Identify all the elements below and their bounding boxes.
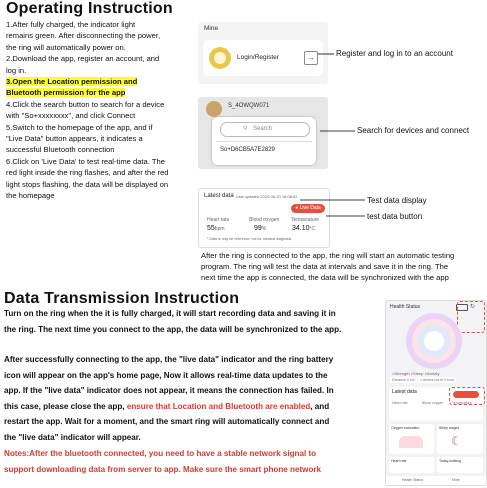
last-updated: Last updated 2023-06-20 16:08:02 [236, 194, 298, 199]
step-line: "Live Data" button appears, it indicates a [6, 134, 143, 144]
step-line: light stops flashing, the data will be displayed on [6, 179, 169, 189]
device-list-item[interactable]: So+D6CB5A7E2829 [220, 147, 275, 153]
step-line: with "So+xxxxxxxx", and click Connect [6, 111, 136, 121]
step-line: the ring will automatically power on. [6, 42, 126, 52]
highlighted-step-line: Bluetooth permission for the app [6, 88, 126, 98]
callout-test-button: test data button [367, 212, 423, 221]
step-line: remains green. After disconnecting the power, [6, 31, 161, 41]
sleep-stages-card[interactable]: Sleep stages ☾ [437, 424, 483, 454]
enable-location-bluetooth-warning: ensure that Location and Bluetooth are enabled [126, 401, 311, 411]
callout-register: Register and log in to an account [336, 49, 453, 58]
rings-legend: ●Strength ●Sleep ●Activity [392, 371, 440, 376]
step-line: the homepage [6, 191, 55, 201]
activity-stats: Distance 0 Km Calories burnt 0 Kcal [392, 378, 454, 382]
phone-metric-oxygen: Blood oxygen [422, 401, 444, 405]
mine-header: Mine [204, 25, 219, 32]
nav-mine[interactable]: Mine [452, 478, 460, 482]
health-status-phone [385, 300, 487, 486]
callout-test-display: Test data display [367, 196, 427, 205]
transmission-paragraph-1: Turn on the ring when the it is fully charged, it will start recording data and saving it in the ring. The next time you connect to the app, the data will be synchronized to the app. [4, 309, 342, 334]
step-line: 4.Click the search button to search for a device [6, 99, 165, 109]
phone-metric-heart: Heart rate [392, 401, 408, 405]
step-line: 6.Click on 'Live Data' to test real-time data. The [6, 156, 165, 166]
login-register-label: Login/Register [237, 54, 279, 61]
transmission-paragraph-2: After successfully connecting to the app, the "live data" indicator and the ring battery icon will appear on the app's home page, Now it allows real-time data updates to the app. If the "live data" indicator does not appear, it means the connection has failed. In this case, please close the app, ensure that Location and Bluetooth are enabled, and restart the app. Wait for a moment, and the smart ring will automatically connect and the "live data" indicator will appear. [4, 355, 334, 442]
disclaimer: * Data is only for reference, not for medical diagnosis [207, 237, 292, 241]
heart-rate-label: Heart rate [207, 217, 230, 223]
search-icon: ⚲ [243, 126, 248, 132]
operating-instruction-title: Operating Instruction [6, 0, 173, 17]
refresh-icon: ↻ [470, 304, 476, 310]
network-note: Notes:After the bluetooth connected, you need to have a stable network signal to support downloading data from server to app. Make sure the smart phone network [4, 449, 322, 474]
step-line: successful Bluetooth connection [6, 145, 115, 155]
latest-data-card [389, 387, 483, 421]
step-line: 1.After fully charged, the indicator light [6, 20, 136, 29]
live-dot-icon: ● [295, 205, 300, 211]
latest-data-label: Latest data [392, 389, 417, 395]
heart-rate-value: 55bpm [207, 225, 225, 232]
latest-data-title: Latest data [204, 193, 234, 199]
temperature-label: Temperature [291, 217, 320, 223]
bottom-nav [386, 476, 486, 485]
phone-metric-temp: Temperature [452, 401, 472, 405]
blood-oxygen-label: Blood oxygen [249, 217, 280, 223]
step-line: 5.Switch to the homepage of the app, and if [6, 122, 153, 132]
today-walking-card[interactable]: Today walking [437, 457, 483, 473]
moon-icon: ☾ [451, 434, 462, 448]
oxygen-saturation-card[interactable]: Oxygen saturation [389, 424, 434, 454]
health-status-header: Health Status [390, 304, 421, 310]
device-name: S_4OWQW071 [228, 103, 270, 109]
step-line: 2.Download the app, register an account, and [6, 54, 160, 64]
login-arrow-icon: → [304, 51, 318, 65]
highlighted-step-line: 3.Open the Location permission and [6, 77, 138, 87]
heart-rate-card[interactable]: Heart rate [389, 457, 434, 473]
step-line: log in. [6, 65, 27, 75]
temperature-value: 34.10°C [292, 225, 316, 232]
step-line: red light inside the ring flashes, and after the red [6, 168, 169, 178]
data-transmission-title: Data Transmission Instruction [4, 290, 240, 307]
activity-rings [406, 313, 462, 369]
blood-oxygen-value: 99% [254, 225, 267, 232]
callout-search: Search for devices and connect [357, 126, 470, 135]
search-placeholder: Search [253, 125, 273, 132]
nav-health-status[interactable]: Health Status [402, 478, 424, 482]
live-data-button[interactable]: ● Live Data [291, 204, 325, 213]
auto-test-note: After the ring is connected to the app, the ring will start an automatic testing program. The ring will test the data at intervals and save it in the ring. The next time the app is connected, the data will be synchronized with the app [201, 251, 455, 282]
